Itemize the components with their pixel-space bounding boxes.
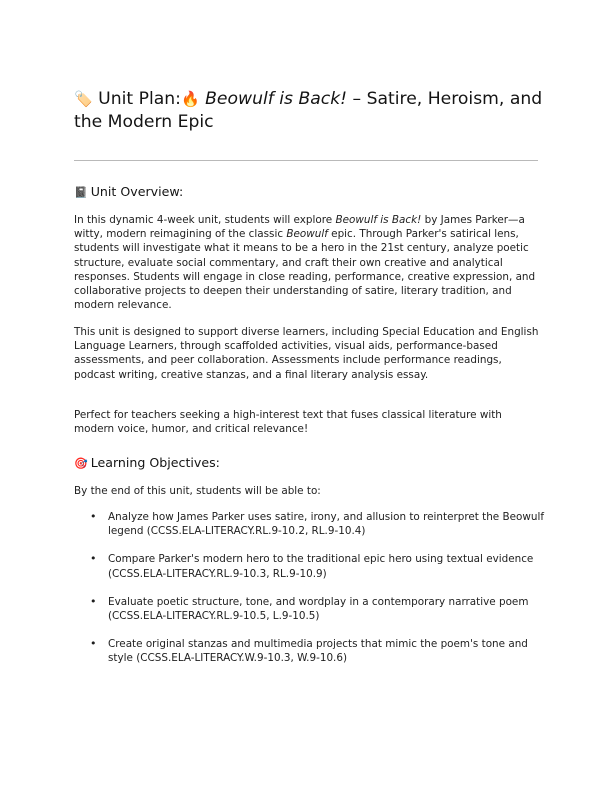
notebook-icon: 📓	[74, 186, 88, 199]
horizontal-rule	[74, 160, 538, 161]
list-item: • Compare Parker's modern hero to the traditional epic hero using textual evidence (CCSS.ELA-LITERACY.RL.9-10.3, RL.9-10.9)	[88, 552, 544, 580]
overview-p1-text-3: epic. Through Parker's satirical lens, students will investigate what it means to be a hero in the 21st century, analyze poetic structure, evaluate social commentary, and craft their own creative and analytical responses. Students will engage in close reading, performance, creative expression, and collaborative projects to deepen their understanding of satire, literary tradition, and modern relevance.	[74, 228, 536, 312]
overview-heading	[74, 184, 183, 201]
list-item: • Evaluate poetic structure, tone, and wordplay in a contemporary narrative poem (CCSS.ELA-LITERACY.RL.9-10.5, L.9-10.5)	[88, 595, 544, 623]
overview-heading-label: Unit Overview:	[90, 184, 184, 199]
overview-p1-italic-1: Beowulf is Back!	[335, 214, 422, 226]
title-prefix: Unit Plan:	[98, 89, 181, 109]
title-book-name: Beowulf is Back!	[205, 89, 348, 109]
list-item: • Analyze how James Parker uses satire, irony, and allusion to reinterpret the Beowulf legend (CCSS.ELA-LITERACY.RL.9-10.2, RL.9-10.4)	[88, 510, 544, 538]
objectives-heading-label: Learning Objectives:	[90, 455, 220, 470]
fire-icon: 🔥	[180, 90, 200, 108]
label-tag-icon: 🏷️	[74, 90, 93, 108]
objectives-intro: By the end of this unit, students will be able to:	[74, 485, 321, 497]
objectives-list	[88, 510, 544, 680]
target-icon: 🎯	[74, 457, 88, 470]
objectives-heading	[74, 455, 220, 472]
overview-p1-italic-2: Beowulf	[286, 228, 328, 241]
overview-p1-text-1: In this dynamic 4-week unit, students will explore	[74, 214, 336, 226]
title-suffix: – Satire, Heroism, and the Modern Epic	[74, 89, 543, 132]
overview-paragraph-3: Perfect for teachers seeking a high-interest text that fuses classical literature with modern voice, humor, and critical relevance!	[74, 409, 502, 436]
overview-paragraph-1	[74, 213, 544, 312]
page-title	[74, 88, 544, 134]
overview-paragraph-2: This unit is designed to support diverse learners, including Special Education and English Language Learners, through scaffolded activities, visual aids, performance-based assessments, and peer collaboration. Assessments include performance readings, podcast writing, creative stanzas, and a final literary analysis essay.	[74, 326, 539, 381]
list-item: • Create original stanzas and multimedia projects that mimic the poem's tone and style (CCSS.ELA-LITERACY.W.9-10.3, W.9-10.6)	[88, 637, 544, 665]
overview-p1-text-2: by James Parker—a witty, modern reimagining of the classic	[74, 214, 525, 241]
